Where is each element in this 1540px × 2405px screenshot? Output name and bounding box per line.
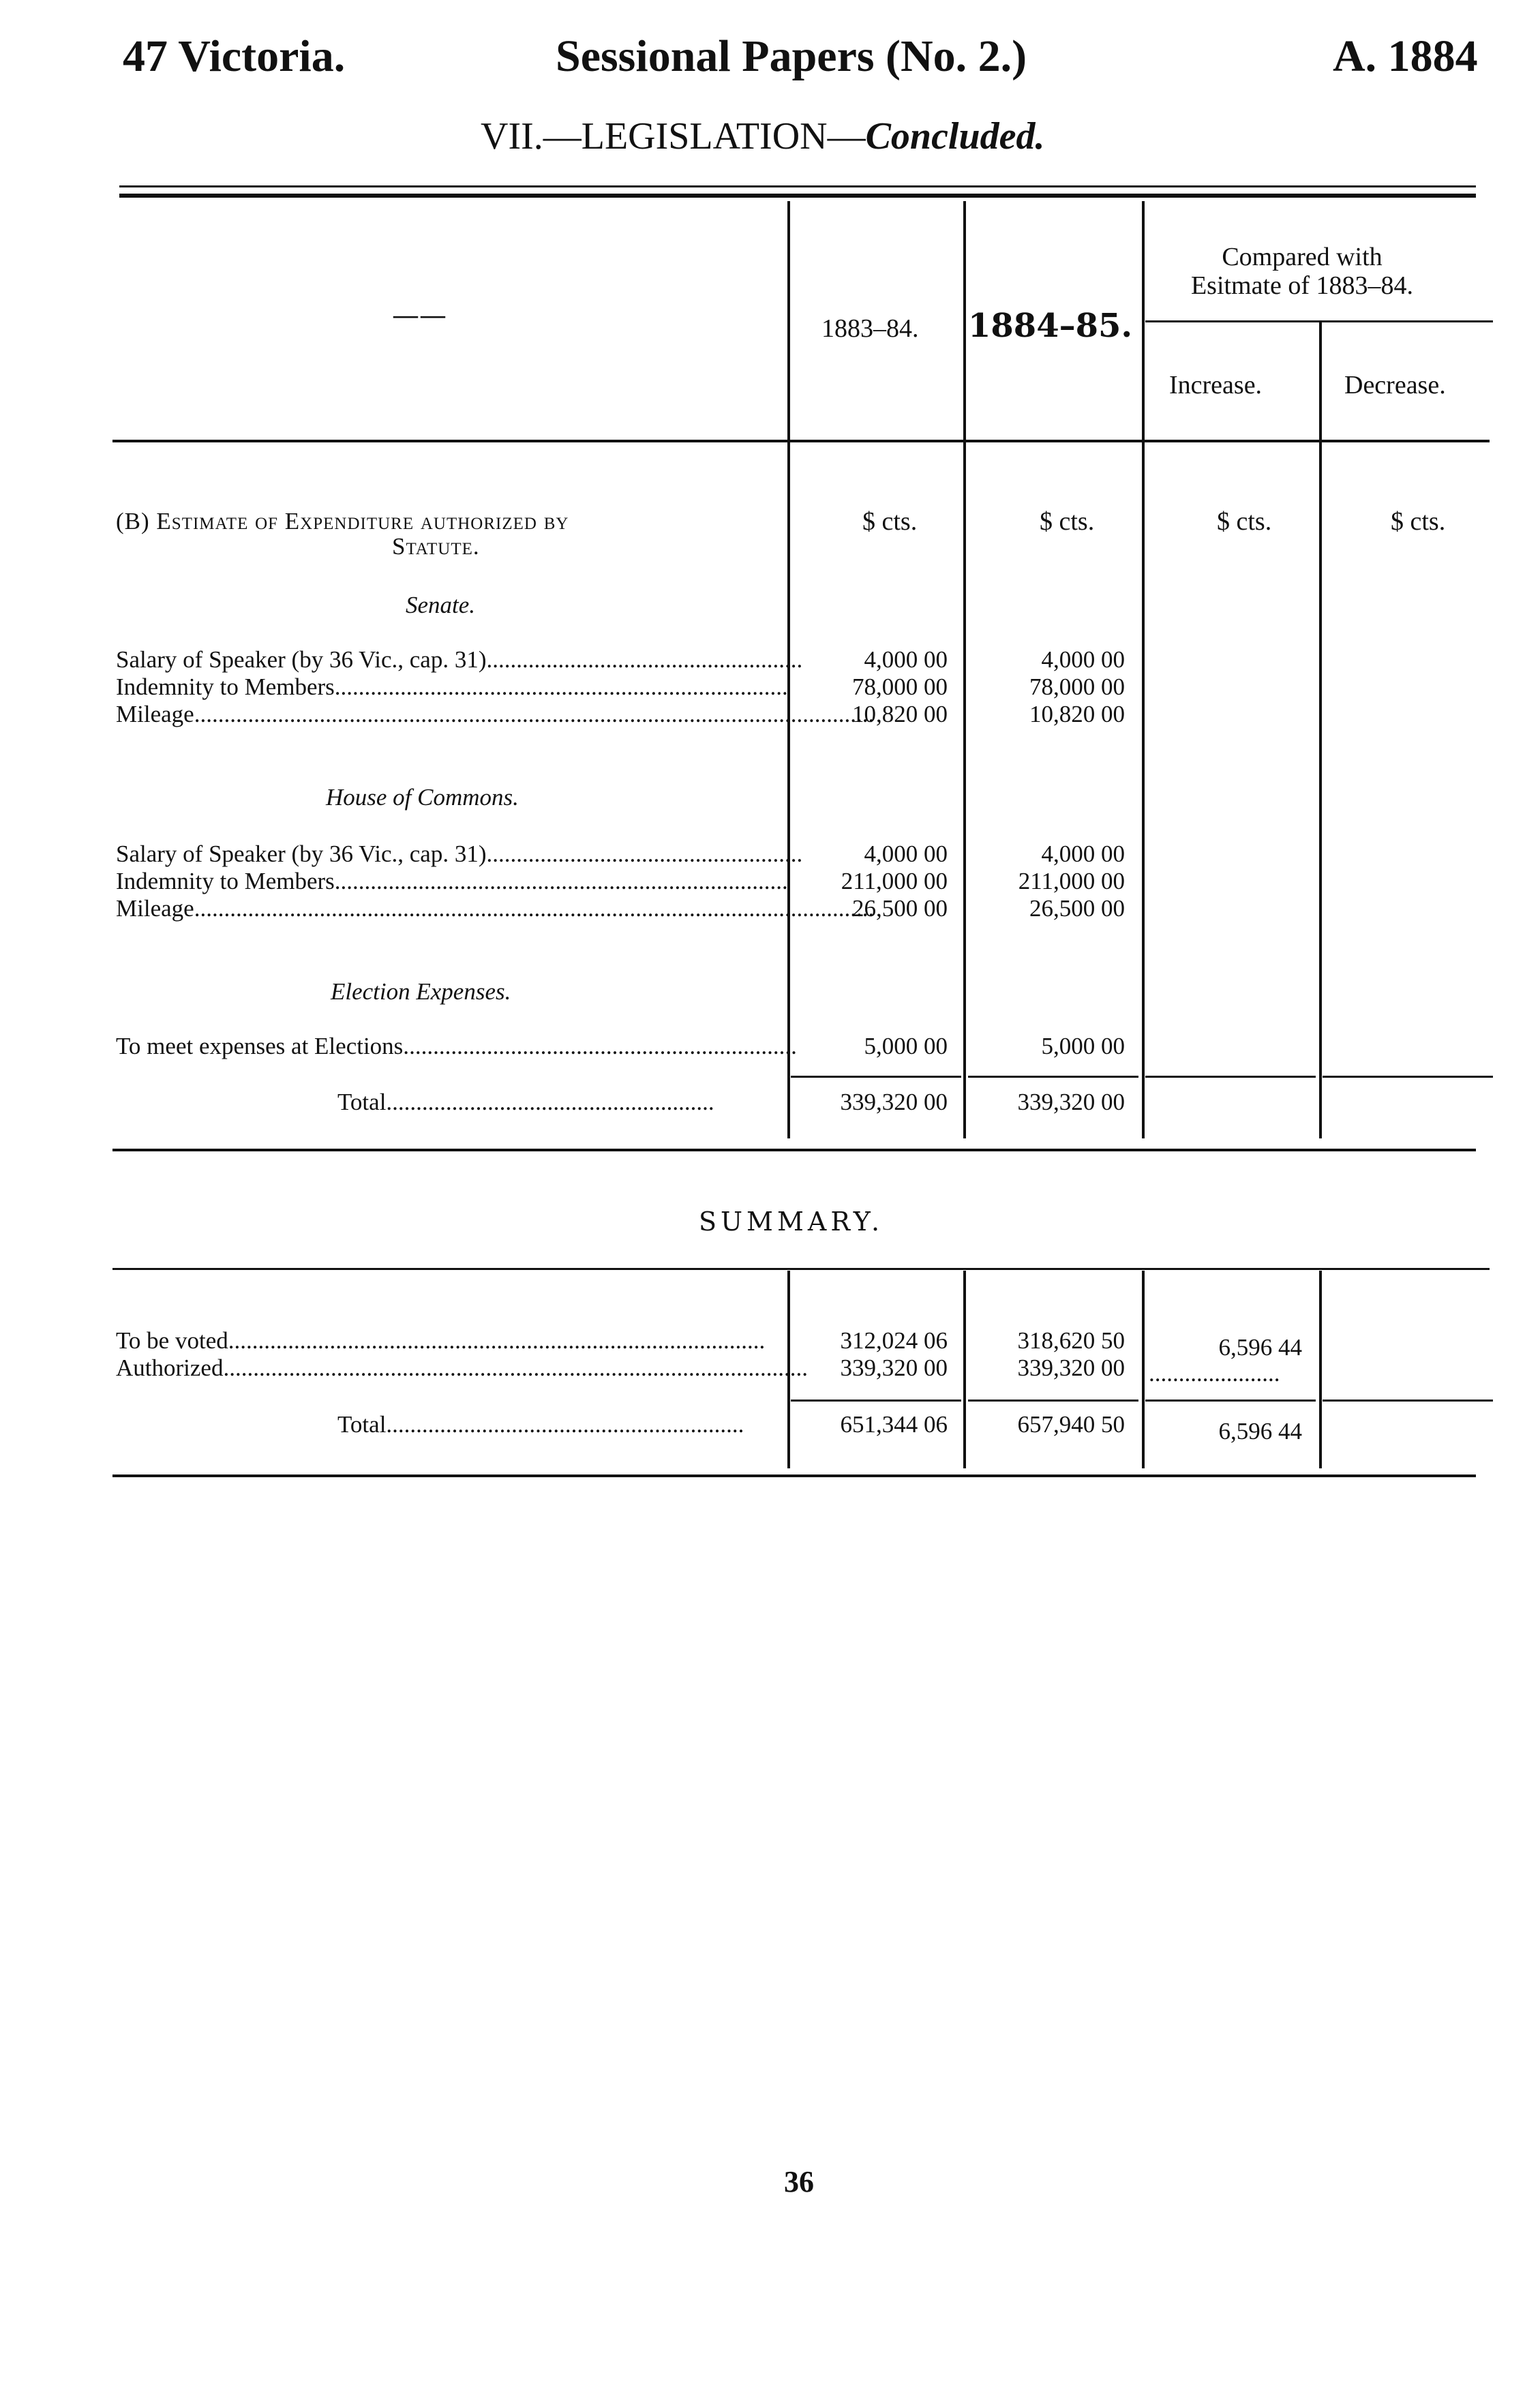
- table-cell-1884: 4,000 00: [1041, 841, 1125, 867]
- summary-row-label: Authorized..................................................................................................: [116, 1355, 808, 1381]
- unit-increase: $ cts.: [1217, 507, 1272, 536]
- total-label: Total.......................................................: [337, 1089, 714, 1115]
- table-cell-1883: 4,000 00: [864, 841, 948, 867]
- col-line-4: [1319, 320, 1322, 1138]
- table-cell-1883: 26,500 00: [852, 895, 948, 922]
- table-row-label: Mileage..................................................................................................................: [116, 701, 875, 727]
- table-cell-1884: 211,000 00: [1018, 868, 1125, 894]
- header-left: 47 Victoria.: [123, 31, 346, 81]
- summary-cell-1883: 312,024 06: [840, 1327, 948, 1354]
- table-cell-1884: 10,820 00: [1029, 701, 1125, 727]
- unit-decrease: $ cts.: [1391, 507, 1446, 536]
- summary-title: SUMMARY.: [699, 1207, 884, 1237]
- summary-total-rule-decrease: [1323, 1400, 1493, 1402]
- summary-total-1883: 651,344 06: [840, 1411, 948, 1438]
- table-cell-1883: 5,000 00: [864, 1033, 948, 1059]
- col-head-decrease: Decrease.: [1344, 371, 1446, 399]
- col-line-2: [963, 201, 966, 1138]
- stub-dash: ——: [392, 300, 447, 331]
- total-rule-1884: [968, 1076, 1138, 1078]
- summary-cell-1883: 339,320 00: [840, 1355, 948, 1381]
- col-head-compared-1: Compared with: [1222, 243, 1383, 271]
- summary-total-label: Total............................................................: [337, 1411, 744, 1438]
- unit-1883: $ cts.: [862, 507, 918, 536]
- top-rule-thick: [119, 194, 1476, 198]
- table-cell-1883: 4,000 00: [864, 646, 948, 673]
- table-cell-1884: 5,000 00: [1041, 1033, 1125, 1059]
- summary-col-line-3: [1142, 1271, 1145, 1468]
- total-1884: 339,320 00: [1017, 1089, 1125, 1115]
- header-center: Sessional Papers (No. 2.): [556, 31, 1027, 81]
- section-title: [481, 115, 1045, 158]
- table-row-label: Indemnity to Members............................................................................: [116, 674, 788, 700]
- section-title-main: —LEGISLATION—: [543, 115, 866, 157]
- top-rule: [119, 185, 1476, 187]
- compared-rule: [1145, 320, 1493, 322]
- summary-total-increase: 6,596 44: [1218, 1418, 1302, 1444]
- header-right: A. 1884: [1333, 31, 1478, 81]
- section-b-line2: Statute.: [392, 533, 480, 560]
- table-bottom-rule: [112, 1149, 1476, 1151]
- col-head-1884: 1884–85.: [968, 307, 1133, 345]
- table-cell-1883: 211,000 00: [841, 868, 948, 894]
- summary-bottom-rule: [112, 1474, 1476, 1477]
- group-heading-elections: Election Expenses.: [331, 978, 511, 1005]
- section-title-italic: Concluded.: [865, 115, 1045, 157]
- summary-total-1884: 657,940 50: [1017, 1411, 1125, 1438]
- summary-total-rule-1883: [791, 1400, 961, 1402]
- summary-cell-1884: 318,620 50: [1017, 1327, 1125, 1354]
- table-cell-1884: 26,500 00: [1029, 895, 1125, 922]
- table-cell-1884: 4,000 00: [1041, 646, 1125, 673]
- summary-col-line-2: [963, 1271, 966, 1468]
- col-line-3: [1142, 201, 1145, 1138]
- table-row-label: To meet expenses at Elections..................................................................: [116, 1033, 797, 1059]
- heading-rule: [112, 440, 1490, 442]
- table-row-label: Mileage..................................................................................................................: [116, 895, 875, 922]
- group-heading-commons: House of Commons.: [326, 784, 519, 811]
- summary-cell-1884: 339,320 00: [1017, 1355, 1125, 1381]
- section-title-roman: VII.: [481, 115, 543, 157]
- group-heading-senate: Senate.: [406, 592, 476, 618]
- summary-col-line-4: [1319, 1271, 1322, 1468]
- total-rule-1883: [791, 1076, 961, 1078]
- col-head-compared-2: Esitmate of 1883–84.: [1190, 271, 1414, 300]
- col-head-1883: 1883–84.: [821, 314, 919, 343]
- summary-increase-dots: ......................: [1149, 1360, 1280, 1387]
- total-rule-decrease: [1323, 1076, 1493, 1078]
- total-1883: 339,320 00: [840, 1089, 948, 1115]
- table-row-label: Salary of Speaker (by 36 Vic., cap. 31).....................................................: [116, 646, 803, 673]
- total-rule-increase: [1145, 1076, 1316, 1078]
- summary-cell-increase: 6,596 44: [1218, 1334, 1302, 1361]
- table-cell-1884: 78,000 00: [1029, 674, 1125, 700]
- summary-total-rule-1884: [968, 1400, 1138, 1402]
- page-number: 36: [784, 2165, 814, 2198]
- unit-1884: $ cts.: [1040, 507, 1095, 536]
- table-cell-1883: 78,000 00: [852, 674, 948, 700]
- table-row-label: Indemnity to Members............................................................................: [116, 868, 788, 894]
- summary-top-rule: [112, 1268, 1490, 1270]
- col-head-increase: Increase.: [1169, 371, 1263, 399]
- table-cell-1883: 10,820 00: [852, 701, 948, 727]
- table-row-label: Salary of Speaker (by 36 Vic., cap. 31).....................................................: [116, 841, 803, 867]
- summary-total-rule-increase: [1145, 1400, 1316, 1402]
- summary-row-label: To be voted..........................................................................................: [116, 1327, 766, 1354]
- section-b-line1: (B) Estimate of Expenditure authorized by: [116, 508, 569, 534]
